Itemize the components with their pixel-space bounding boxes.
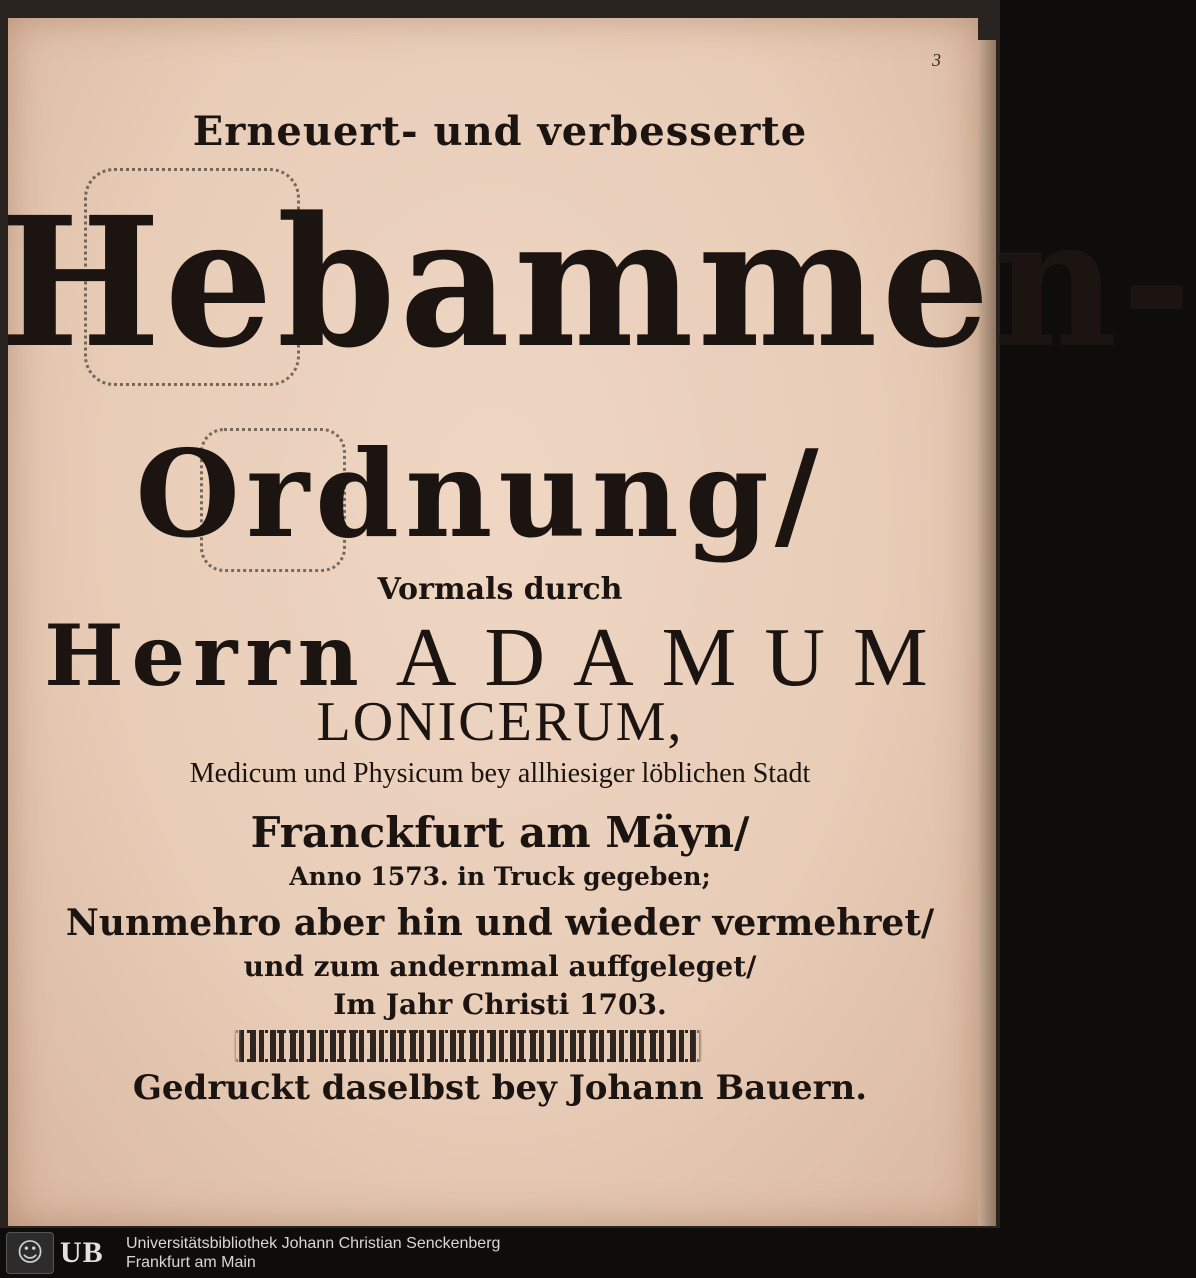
- title-line-8: Franckfurt am Mäyn/: [250, 808, 750, 857]
- ub-logo[interactable]: [6, 1232, 104, 1274]
- title-line-11: und zum andernmal auffgeleget/: [243, 950, 757, 983]
- page-number: 3: [932, 50, 941, 70]
- footer-bar: [0, 1228, 1000, 1278]
- title-line-6: LONICERUM,: [316, 691, 684, 753]
- title-line-4: Vormals durch: [377, 572, 623, 607]
- institution-line-2: Frankfurt am Main: [126, 1254, 256, 1271]
- title-line-12: Im Jahr Christi 1703.: [333, 988, 667, 1021]
- title-line-1: Erneuert- und verbesserte: [192, 108, 808, 155]
- ornament-band: [90, 1030, 846, 1062]
- institution-line-1: Universitätsbibliothek Johann Christian Senckenberg: [126, 1235, 501, 1252]
- adamum-word: ADAMUM: [395, 611, 956, 704]
- title-line-7: Medicum und Physicum bey allhiesiger löblichen Stadt: [189, 758, 811, 789]
- title-line-2: Hebammen-: [0, 178, 1196, 388]
- title-line-9: Anno 1573. in Truck gegeben;: [289, 862, 711, 891]
- herrn-word: Herrn: [44, 606, 367, 705]
- portrait-icon: ☺: [6, 1232, 54, 1274]
- title-line-10: Nunmehro aber hin und wieder vermehret/: [65, 902, 935, 944]
- institution-name: [126, 1234, 500, 1272]
- logo-text: UB: [60, 1236, 104, 1269]
- title-line-3: Ordnung/: [135, 424, 825, 565]
- imprint-line: Gedruckt daselbst bey Johann Bauern.: [132, 1068, 868, 1108]
